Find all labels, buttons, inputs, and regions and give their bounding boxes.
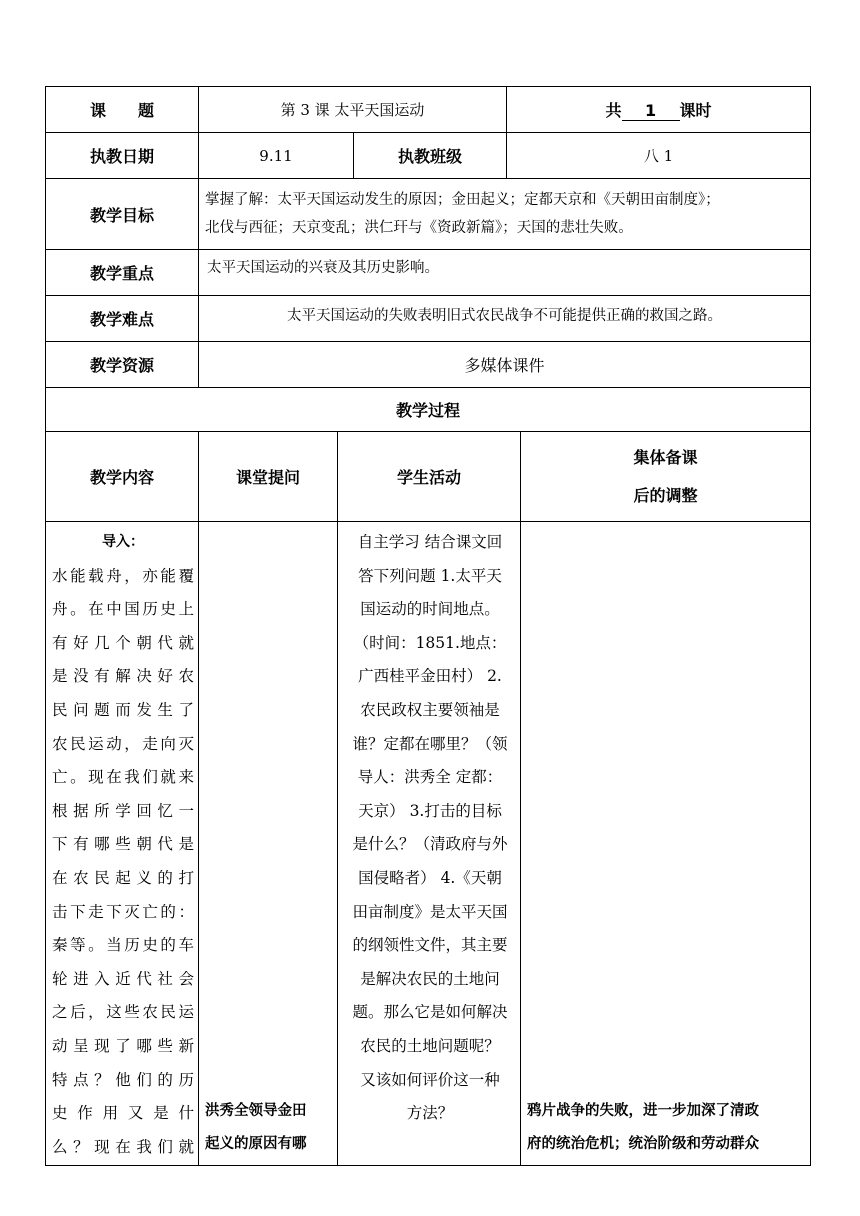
intro-line: 民问题而发生了 [52, 700, 194, 719]
process-title-row [46, 388, 811, 432]
activity-line: 题。那么它是如何解决 [352, 1003, 508, 1022]
class-value: 八 1 [507, 133, 811, 179]
activity-line: 答下列问题 1.太平天 [358, 566, 502, 585]
difficulties-value: 太平天国运动的失败表明旧式农民战争不可能提供正确的救国之路。 [199, 296, 811, 342]
activity-cell [338, 522, 521, 1166]
topic-row [46, 87, 811, 133]
periods-suffix: 课时 [679, 101, 712, 120]
adjust-line: 鸦片战争的失败，进一步加深了清政 [527, 1103, 759, 1119]
periods-cell [507, 87, 811, 133]
intro-line: 是没有解决好农 [52, 667, 194, 686]
column-adjust-line: 后的调整 [633, 485, 698, 505]
difficulties-label: 教学难点 [46, 296, 199, 342]
difficulties-row [46, 296, 811, 342]
adjust-line: 府的统治危机；统治阶级和劳动群众 [527, 1136, 759, 1152]
date-row [46, 133, 811, 179]
column-adjust [521, 432, 811, 522]
activity-line: 是解决农民的土地问 [360, 969, 500, 988]
intro-line: 动呈现了哪些新 [52, 1036, 194, 1055]
activity-line: 是什么？（清政府与外 [352, 835, 508, 854]
activity-line: 方法？ [406, 1104, 454, 1123]
lesson-plan-sheet [45, 86, 810, 1166]
intro-line: 有好几个朝代就 [52, 633, 194, 652]
objectives-label: 教学目标 [46, 179, 199, 250]
intro-line: 在农民起义的打 [52, 868, 194, 887]
process-header-row [46, 432, 811, 522]
class-label: 执教班级 [354, 133, 507, 179]
intro-line: 舟。在中国历史上 [52, 600, 194, 619]
resources-row [46, 342, 811, 388]
topic-label: 课 题 [46, 87, 199, 133]
intro-line: 么？现在我们就 [52, 1137, 194, 1156]
intro-line: 亡。现在我们就来 [52, 768, 194, 787]
topic-value: 第 3 课 太平天国运动 [199, 87, 507, 133]
activity-line: 国侵略者） 4.《天朝 [358, 868, 502, 887]
intro-line: 根据所学回忆一 [52, 801, 194, 820]
question-cell [199, 522, 338, 1166]
date-label: 执教日期 [46, 133, 199, 179]
question-line: 洪秀全领导金田 [205, 1103, 307, 1119]
activity-line: 国运动的时间地点。 [360, 600, 500, 619]
intro-line: 农民运动，走向灭 [52, 734, 194, 753]
activity-line: 田亩制度》是太平天国 [352, 902, 508, 921]
activity-line: （时间：1851.地点： [353, 633, 507, 652]
process-table [45, 431, 811, 1166]
content-cell [46, 522, 199, 1166]
activity-line: 导人：洪秀全 定都： [357, 768, 503, 787]
activity-line: 自主学习 结合课文回 [357, 533, 503, 551]
objectives-row [46, 179, 811, 250]
periods-value: 1 [622, 101, 680, 121]
activity-line: 又该如何评价这一种 [360, 1070, 500, 1089]
intro-line: 轮进入近代社会 [52, 969, 194, 988]
lesson-body-row [46, 522, 811, 1166]
intro-title: 导入： [102, 534, 144, 550]
objectives-value [199, 179, 811, 250]
activity-line: 农民的土地问题呢？ [360, 1036, 500, 1055]
activity-line: 农民政权主要领袖是 [360, 700, 500, 719]
activity-line: 天京） 3.打击的目标 [358, 801, 502, 820]
resources-value: 多媒体课件 [199, 342, 811, 388]
intro-line: 水能载舟，亦能覆 [52, 566, 194, 585]
activity-line: 谁？定都在哪里？（领 [352, 734, 508, 753]
intro-line: 史作用又是什 [52, 1104, 194, 1123]
process-title: 教学过程 [46, 388, 811, 432]
lesson-plan-header-table [45, 86, 811, 432]
objectives-line: 掌握了解：太平天国运动发生的原因；金田起义；定都天京和《天朝田亩制度》； [205, 192, 720, 208]
adjust-cell [521, 522, 811, 1166]
question-line: 起义的原因有哪 [205, 1136, 307, 1152]
objectives-line: 北伐与西征；天京变乱；洪仁玕与《资政新篇》；天国的悲壮失败。 [205, 220, 633, 236]
key-points-row [46, 250, 811, 296]
column-activity: 学生活动 [338, 432, 521, 522]
intro-line: 下有哪些朝代是 [52, 835, 194, 854]
intro-line: 秦等。当历史的车 [52, 936, 194, 955]
column-content: 教学内容 [46, 432, 199, 522]
key-points-value: 太平天国运动的兴衰及其历史影响。 [199, 250, 811, 296]
column-question: 课堂提问 [199, 432, 338, 522]
activity-line: 的纲领性文件，其主要 [352, 936, 508, 955]
column-adjust-line: 集体备课 [633, 447, 698, 467]
periods-prefix: 共 [605, 101, 622, 120]
intro-line: 击下走下灭亡的： [52, 902, 194, 921]
activity-line: 广西桂平金田村） 2. [358, 667, 502, 686]
key-points-label: 教学重点 [46, 250, 199, 296]
intro-line: 之后，这些农民运 [52, 1003, 194, 1022]
date-value: 9.11 [199, 133, 354, 179]
intro-line: 特点？他们的历 [52, 1070, 194, 1089]
resources-label: 教学资源 [46, 342, 199, 388]
